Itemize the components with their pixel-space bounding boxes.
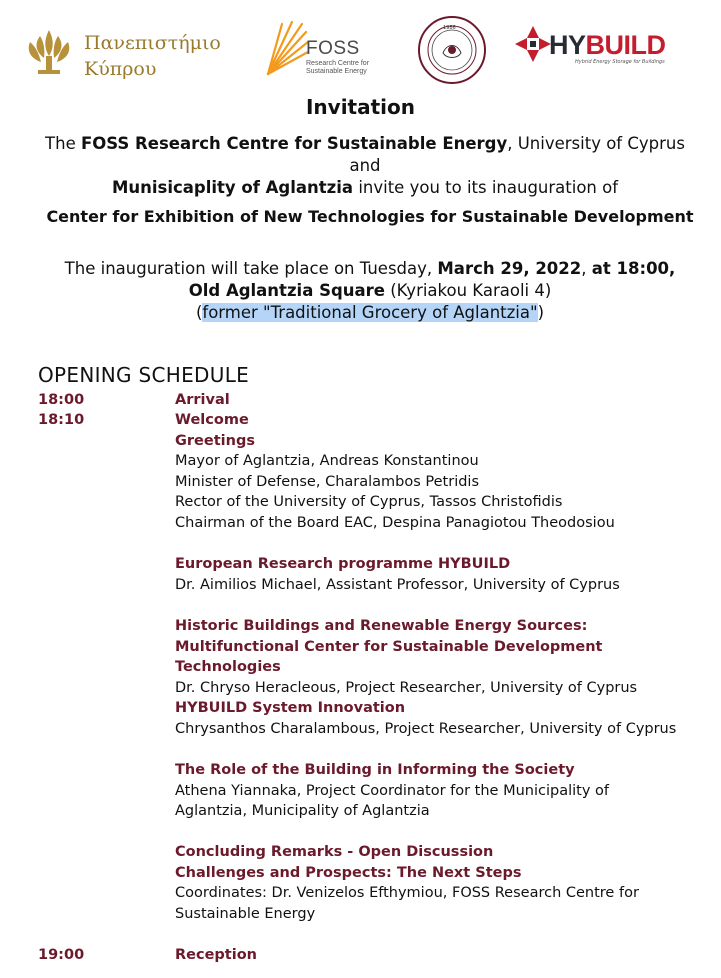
schedule-item-reception bbox=[175, 945, 705, 966]
schedule-item-concluding-remarks bbox=[175, 842, 705, 924]
greeting-speaker: Mayor of Aglantzia, Andreas Konstantinou bbox=[175, 453, 479, 469]
intro-text-2: , University of Cyprus and bbox=[349, 134, 685, 175]
session-speaker: Dr. Aimilios Michael, Assistant Professor, University of Cyprus bbox=[175, 576, 620, 593]
schedule-time-welcome: 18:10 bbox=[38, 412, 85, 428]
schedule-item-arrival bbox=[175, 390, 705, 411]
invitation-intro bbox=[30, 133, 700, 199]
inauguration-time: at 18:00, bbox=[591, 259, 676, 278]
inauguration-comma: , bbox=[581, 259, 592, 278]
session-heading: Concluding Remarks - Open Discussion bbox=[175, 844, 494, 860]
greeting-speaker: Rector of the University of Cyprus, Tassos Christofidis bbox=[175, 494, 563, 510]
arrival-heading: Arrival bbox=[175, 392, 230, 408]
session-heading: Multifunctional Center for Sustainable Development Technologies bbox=[175, 638, 603, 675]
session-heading: The Role of the Building in Informing the Society bbox=[175, 762, 575, 778]
page-title: Invitation bbox=[305, 95, 416, 119]
hybuild-star-icon bbox=[515, 24, 551, 64]
schedule-item-historic-buildings bbox=[175, 616, 705, 698]
schedule-time-reception: 19:00 bbox=[38, 947, 85, 963]
schedule-heading: OPENING SCHEDULE bbox=[38, 363, 250, 387]
hybuild-tagline: Hybrid Energy Storage for Buildings bbox=[575, 59, 665, 65]
hybuild-logo-name bbox=[549, 30, 666, 61]
reception-heading: Reception bbox=[175, 947, 257, 963]
hybuild-logo-name-prefix: HY bbox=[549, 30, 586, 60]
hybuild-logo-name-suffix: BUILD bbox=[585, 30, 666, 60]
greeting-speaker: Minister of Defense, Charalambos Petridis bbox=[175, 473, 480, 490]
logo-bar bbox=[0, 0, 721, 95]
center-title: Center for Exhibition of New Technologies for Sustainable Development bbox=[46, 207, 694, 226]
foss-logo-subtitle: Research Centre for Sustainable Energy bbox=[306, 60, 370, 75]
session-heading: Historic Buildings and Renewable Energy Sources: bbox=[175, 618, 588, 634]
session-speaker: Dr. Chryso Heracleous, Project Researcher, University of Cyprus bbox=[175, 679, 638, 696]
ucy-emblem-icon bbox=[22, 26, 78, 78]
former-name-highlighted: former "Traditional Grocery of Aglantzia" bbox=[202, 303, 538, 322]
session-heading: HYBUILD System Innovation bbox=[175, 700, 406, 716]
greeting-speaker: Chairman of the Board EAC, Despina Panagiotou Theodosiou bbox=[175, 514, 615, 531]
intro-foss-name: FOSS Research Centre for Sustainable Energy bbox=[80, 134, 508, 153]
seal-year: 1986 bbox=[443, 25, 456, 31]
hybuild-logo bbox=[515, 24, 675, 72]
schedule-item-hybuild-programme bbox=[175, 554, 705, 595]
inauguration-text: The inauguration will take place on Tuesday, bbox=[64, 259, 438, 278]
foss-logo bbox=[262, 18, 392, 84]
session-speaker: Aglantzia, Municipality of Aglantzia bbox=[175, 803, 430, 819]
former-close-paren: ) bbox=[537, 303, 545, 322]
session-speaker: Coordinates: Dr. Venizelos Efthymiou, FOSS Research Centre for bbox=[175, 885, 639, 901]
intro-municipality-name: Munisicaplity of Aglantzia bbox=[111, 178, 354, 197]
foss-logo-name: FOSS bbox=[306, 38, 360, 59]
session-heading: European Research programme HYBUILD bbox=[175, 556, 511, 572]
schedule-item-system-innovation bbox=[175, 698, 705, 739]
session-heading: Challenges and Prospects: The Next Steps bbox=[175, 864, 522, 881]
intro-text-3: invite you to its inauguration of bbox=[353, 178, 619, 197]
inauguration-details bbox=[30, 258, 710, 324]
ucy-logo-line-1: Πανεπιστήμιο bbox=[84, 32, 221, 54]
session-speaker: Chrysanthos Charalambous, Project Researcher, University of Cyprus bbox=[175, 720, 677, 737]
inauguration-address: (Kyriakou Karaoli 4) bbox=[385, 281, 552, 300]
university-of-cyprus-logo bbox=[22, 26, 232, 78]
schedule-time-arrival: 18:00 bbox=[38, 392, 85, 408]
session-speaker: Sustainable Energy bbox=[175, 905, 316, 922]
ucy-logo-line-2: Κύπρου bbox=[84, 58, 157, 80]
former-open-paren: ( bbox=[195, 303, 203, 322]
aglantzia-municipality-seal bbox=[417, 15, 487, 85]
greetings-heading: Greetings bbox=[175, 432, 255, 449]
inauguration-date: March 29, 2022 bbox=[437, 259, 582, 278]
inauguration-place: Old Aglantzia Square bbox=[188, 281, 385, 300]
session-speaker: Athena Yiannaka, Project Coordinator for the Municipality of bbox=[175, 782, 610, 799]
schedule-item-welcome bbox=[175, 410, 705, 533]
intro-text-1: The bbox=[45, 134, 81, 153]
schedule-item-role-of-building bbox=[175, 760, 705, 822]
welcome-heading: Welcome bbox=[175, 412, 249, 428]
foss-sunburst-icon bbox=[262, 18, 308, 78]
